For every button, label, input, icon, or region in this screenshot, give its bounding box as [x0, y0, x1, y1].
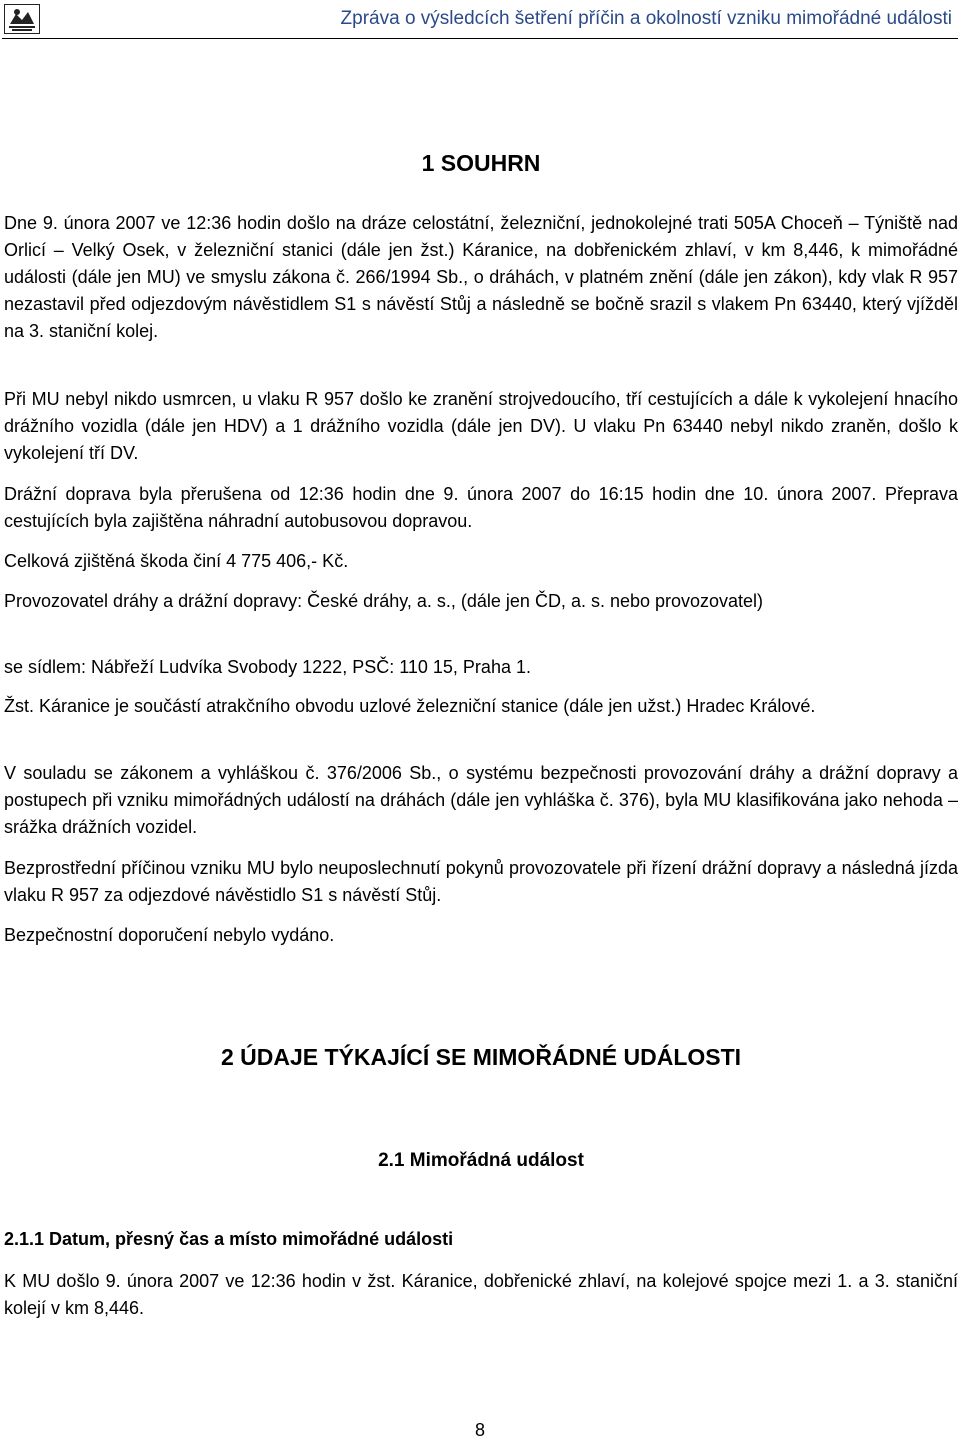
page-number: 8 [474, 1420, 485, 1440]
paragraph: Dne 9. února 2007 ve 12:36 hodin došlo na dráze celostátní, železniční, jednokolejné trati 505A Choceň – Týniště nad Orlicí – Velký Osek, v železniční stanici (dále jen žst.) Káranice, na dobřenickém zhlaví, v km 8,446, k mimořádné události (dále jen MU) ve smyslu zákona č. 266/1994 Sb., o dráhách, v platném znění (dále jen zákon), kdy vlak R 957 nezastavil před odjezdovým návěstidlem S1 s návěstí Stůj a následně se bočně srazil s vlakem Pn 63440, který vjížděl na 3. staniční kolej. [4, 213, 958, 341]
paragraph: Provozovatel dráhy a drážní dopravy: České dráhy, a. s., (dále jen ČD, a. s. nebo provozovatel) [4, 591, 764, 611]
page-header [0, 0, 960, 42]
paragraph: Celková zjištěná škoda činí 4 775 406,- Kč. [4, 551, 349, 571]
header-title: Zpráva o výsledcích šetření příčin a okolností vzniku mimořádné události [340, 8, 952, 29]
header-divider [2, 38, 958, 39]
paragraph: Žst. Káranice je součástí atrakčního obvodu uzlové železniční stanice (dále jen užst.) Hradec Králové. [4, 696, 816, 716]
section-heading: 1 SOUHRN [421, 150, 541, 176]
paragraph: Drážní doprava byla přerušena od 12:36 hodin dne 9. února 2007 do 16:15 hodin dne 10. února 2007. Přeprava cestujících byla zajištěna náhradní autobusovou dopravou. [4, 484, 958, 531]
subsubsection-heading: 2.1.1 Datum, přesný čas a místo mimořádné události [4, 1229, 454, 1249]
section-heading: 2 ÚDAJE TÝKAJÍCÍ SE MIMOŘÁDNÉ UDÁLOSTI [220, 1044, 742, 1070]
institution-logo-icon [4, 4, 40, 34]
subsection-heading: 2.1 Mimořádná událost [378, 1150, 584, 1171]
paragraph: V souladu se zákonem a vyhláškou č. 376/2006 Sb., o systému bezpečnosti provozování dráhy a drážní dopravy a postupech při vzniku mimořádných událostí na dráhách (dále jen vyhláška č. 376), byla MU klasifikována jako nehoda – srážka drážních vozidel. [4, 763, 958, 837]
paragraph: Při MU nebyl nikdo usmrcen, u vlaku R 957 došlo ke zranění strojvedoucího, tří cestujících a dále k vykolejení hnacího drážního vozidla (dále jen HDV) a 1 drážního vozidla (dále jen DV). U vlaku Pn 63440 nebyl nikdo zraněn, došlo k vykolejení tří DV. [4, 389, 958, 463]
paragraph: se sídlem: Nábřeží Ludvíka Svobody 1222, PSČ: 110 15, Praha 1. [4, 657, 531, 677]
paragraph: Bezprostřední příčinou vzniku MU bylo neuposlechnutí pokynů provozovatele při řízení drážní dopravy a následná jízda vlaku R 957 za odjezdové návěstidlo S1 s návěstí Stůj. [4, 858, 958, 905]
paragraph: Bezpečnostní doporučení nebylo vydáno. [4, 925, 335, 945]
paragraph: K MU došlo 9. února 2007 ve 12:36 hodin v žst. Káranice, dobřenické zhlaví, na kolejové spojce mezi 1. a 3. staniční kolejí v km 8,446. [4, 1271, 958, 1318]
